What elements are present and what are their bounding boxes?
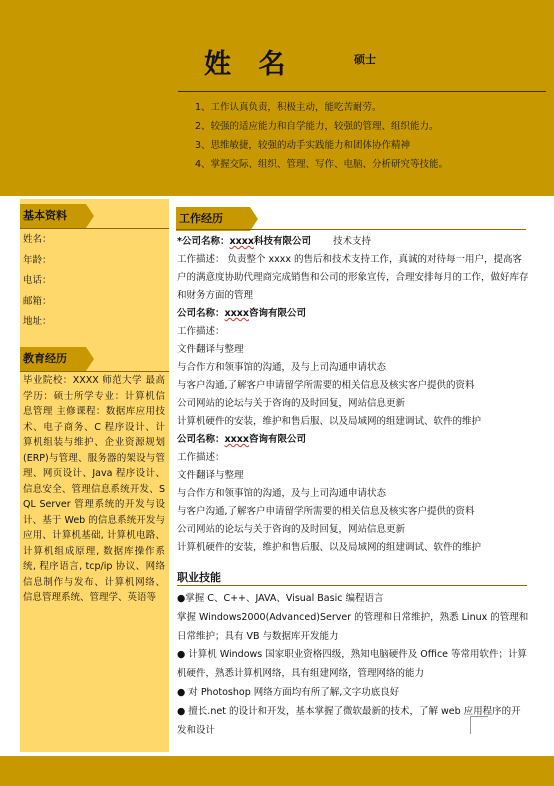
company-line: 公司名称：xxxx咨询有限公司 [177,434,307,445]
work-divider [176,229,526,230]
summary-item: 4、掌握交际、组织、管理、写作、电脑、分析研究等技能。 [195,159,449,170]
job-line: 公司网站的论坛与关于咨询的及时回复，网站信息更新 [177,524,406,535]
skills-section [177,569,529,740]
job-description: 工作描述： 负责整个 xxxx 的售后和技术支持工作，真诚的对待每一用户，提高客户的满意度协助代理商完成销售和公司的形象宣传，合理安排每月的工作，做好库存和财务方面的管理 [177,254,529,301]
company-line: 公司名称：xxxx咨询有限公司 [177,308,307,319]
summary-item: 2、较强的适应能力和自学能力，较强的管理、组织能力。 [195,121,439,132]
job-line: 与客户沟通,了解客户申请留学所需要的相关信息及核实客户提供的资料 [177,380,475,391]
job-line: 与客户沟通,了解客户申请留学所需要的相关信息及核实客户提供的资料 [177,506,475,517]
basic-info-list [23,234,52,337]
job-line: 计算机硬件的安装，维护和售后服、以及局域网的组建调试、软件的维护 [177,542,482,553]
job-line: 与合作方和领事馆的沟通，及与上司沟通申请状态 [177,488,387,499]
footer-banner [0,756,554,786]
sidebar [20,199,169,752]
skills-heading: 职业技能 [177,571,221,584]
job-line: 文件翻译与整理 [177,470,244,481]
sidebar-divider [20,371,169,372]
degree-label: 硕士 [354,53,376,66]
education-text: 毕业院校：XXXX 师范大学 最高学历：硕士所学专业：计算机信息管理 主修课程：数据库应用技术、电子商务、C 程序设计、计算机组装与维护、企业资源规划(ERP)与管理、服务器的架设与管理、网页设计、Java 程序设计、信息安全、管理信息系统开发、SQL Server 管理系统的开发与设计、基于 Web 的信息系统开发与应用、计算机基础, 计算机电路、计算机组成原理, 数据库操作系统, 程序语言, tcp/ip 协议、网络信息制作与发布、计算机网络、信息管理系统、管理学、英语等 [23,375,165,603]
summary-item: 3、思维敏捷，较强的动手实践能力和团体协作精神 [195,140,411,151]
field-name: 姓名： [23,234,52,245]
skill-item: ●掌握 C、C++、JAVA、Visual Basic 编程语言 [177,593,384,604]
job-line: 公司网站的论坛与关于咨询的及时回复，网站信息更新 [177,398,406,409]
job-line: 工作描述： [177,452,225,463]
skills-divider [177,585,527,586]
job-line: 与合作方和领事馆的沟通，及与上司沟通申请状态 [177,362,387,373]
basic-info-heading: 基本资料 [20,204,86,228]
page-corner-mark [470,716,488,734]
skill-item: 掌握 Windows2000(Advanced)Server 的管理和日常维护，熟悉 Linux 的管理和日常维护；具有 VB 与数据库开发能力 [177,611,529,642]
job-line: 文件翻译与整理 [177,344,244,355]
education-heading: 教育经历 [20,347,86,371]
field-address: 地址： [23,316,52,327]
work-list [177,233,529,557]
header-divider [178,91,546,92]
candidate-name: 姓 名 [204,49,295,80]
summary-list [195,102,545,178]
job-line: 工作描述： [177,326,225,337]
skill-item: ● 对 Photoshop 网络方面均有所了解,文字功底良好 [177,686,400,698]
field-email: 邮箱： [23,295,52,307]
field-age: 年龄： [23,254,52,266]
skill-item: ● 计算机 Windows 国家职业资格四级，熟知电脑硬件及 Office 等常用软件；计算机硬件，熟悉计算机网络，具有组建网络，管理网络的能力 [177,649,528,680]
job-title: 技术支持 [333,236,372,247]
work-experience-heading: 工作经历 [176,207,250,231]
summary-item: 1、工作认真负责，积极主动，能吃苦耐劳。 [195,102,382,113]
job-line: 计算机硬件的安装，维护和售后服、以及局域网的组建调试、软件的维护 [177,416,482,427]
field-phone: 电话： [23,275,52,286]
sidebar-divider [20,228,169,229]
skill-item: ● 擅长.net 的设计和开发，基本掌握了微软最新的技术，了解 web 应用程序的开发和设计 [177,705,521,736]
header-banner [0,0,554,196]
company-line: *公司名称：xxxx科技有限公司 技术支持 [177,236,372,247]
